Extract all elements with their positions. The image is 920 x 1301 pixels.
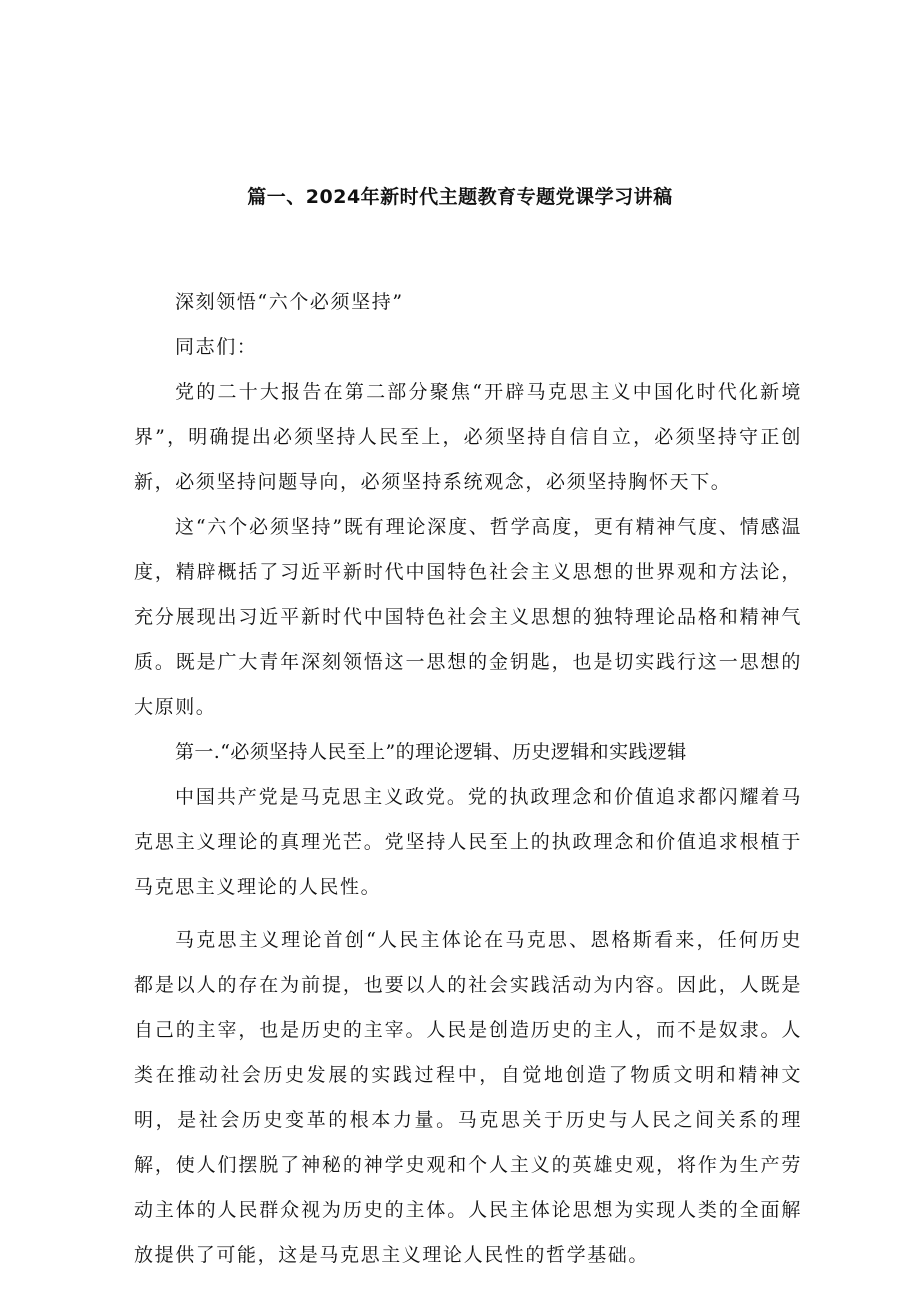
section-heading-people-first: 第一.“必须坚持人民至上”的理论逻辑、历史逻辑和实践逻辑 xyxy=(175,741,687,763)
paragraph-salutation: 同志们： xyxy=(175,336,258,358)
paragraph-subtitle: 深刻领悟“六个必须坚持” xyxy=(175,291,404,313)
paragraph-report-summary: 党的二十大报告在第二部分聚焦“开辟马克思主义中国化时代化新境界”，明确提出必须坚持人民至上，必须坚持自信自立，必须坚持守正创新，必须坚持问题导向，必须坚持系统观念，必须坚持胸怀天下。 xyxy=(134,381,802,493)
paragraph-people-subject-theory: 马克思主义理论首创“人民主体论在马克思、恩格斯看来，任何历史都是以人的存在为前提，也要以人的社会实践活动为内容。因此，人既是自己的主宰，也是历史的主宰。人民是创造历史的主人，而不是奴隶。人类在推动社会历史发展的实践过程中，自觉地创造了物质文明和精神文明，是社会历史变革的根本力量。马克思关于历史与人民之间关系的理解，使人们摆脱了神秘的神学史观和个人主义的英雄史观，将作为生产劳动主体的人民群众视为历史的主体。人民主体论思想为实现人类的全面解放提供了可能，这是马克思主义理论人民性的哲学基础。 xyxy=(134,929,802,1266)
paragraph-six-musts: 这“六个必须坚持”既有理论深度、哲学高度，更有精神气度、情感温度，精辟概括了习近平新时代中国特色社会主义思想的世界观和方法论，充分展现出习近平新时代中国特色社会主义思想的独特理论品格和精神气质。既是广大青年深刻领悟这一思想的金钥匙，也是切实践行这一思想的大原则。 xyxy=(134,516,802,718)
paragraph-marxist-party: 中国共产党是马克思主义政党。党的执政理念和价值追求都闪耀着马克思主义理论的真理光芒。党坚持人民至上的执政理念和价值追求根植于马克思主义理论的人民性。 xyxy=(134,786,802,898)
document-body xyxy=(134,280,802,1278)
document-title: 篇一、2024年新时代主题教育专题党课学习讲稿 xyxy=(247,186,673,208)
